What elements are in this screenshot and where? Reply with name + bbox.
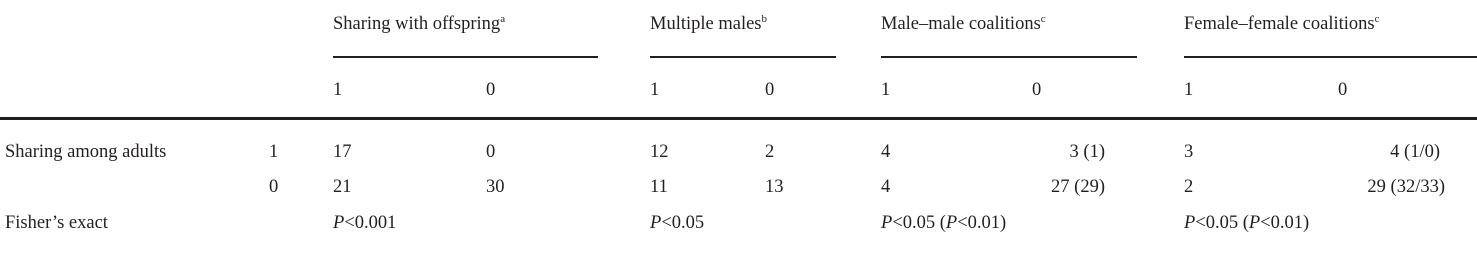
header-rule — [0, 117, 1477, 120]
table-cell: 12 — [650, 142, 669, 162]
footnote-marker: c — [1374, 13, 1380, 25]
table-cell: 4 — [881, 177, 891, 197]
group-header-label: Sharing with offspring — [333, 14, 501, 34]
table-cell: 0 — [486, 142, 496, 162]
group-underline — [650, 56, 836, 58]
test-label: Fisher’s exact — [5, 213, 108, 233]
value-header: 0 — [486, 80, 496, 100]
p-threshold: <0.001 — [344, 213, 397, 233]
value-header: 1 — [333, 80, 343, 100]
table-cell: 2 — [765, 142, 775, 162]
value-header: 0 — [1338, 80, 1348, 100]
p-threshold: <0.05 — [661, 213, 705, 233]
table-cell: 2 — [1184, 177, 1194, 197]
group-header-label: Female–female coalitions — [1184, 14, 1375, 34]
p-symbol: P — [333, 213, 345, 233]
p-threshold: <0.05 ( — [892, 213, 946, 233]
table-cell: 3 (1) — [1069, 142, 1105, 162]
table-cell: 17 — [333, 142, 352, 162]
p-value — [333, 212, 396, 234]
table-cell: 27 (29) — [1051, 177, 1105, 197]
p-symbol: P — [945, 213, 958, 233]
value-header: 1 — [650, 80, 660, 100]
p-symbol: P — [1248, 213, 1261, 233]
row-level: 0 — [269, 177, 279, 197]
p-threshold: <0.05 ( — [1195, 213, 1249, 233]
value-header: 1 — [881, 80, 891, 100]
group-underline — [881, 56, 1137, 58]
group-underline — [333, 56, 598, 58]
value-header: 0 — [1032, 80, 1042, 100]
table-cell: 3 — [1184, 142, 1194, 162]
group-header-female-female-coalitions — [1184, 13, 1379, 35]
footnote-marker: a — [500, 13, 506, 25]
footnote-marker: c — [1040, 13, 1046, 25]
p-threshold: <0.01) — [1260, 213, 1310, 233]
group-header-sharing-with-offspring — [333, 13, 505, 35]
table-cell: 4 (1/0) — [1390, 142, 1440, 162]
table-cell: 21 — [333, 177, 352, 197]
group-header-label: Multiple males — [650, 14, 762, 34]
value-header: 1 — [1184, 80, 1194, 100]
row-label: Sharing among adults — [5, 142, 167, 162]
table-cell: 29 (32/33) — [1367, 177, 1445, 197]
p-value — [1184, 212, 1309, 234]
group-header-multiple-males — [650, 13, 767, 35]
table-cell: 30 — [486, 177, 505, 197]
p-symbol: P — [1184, 213, 1196, 233]
table-cell: 4 — [881, 142, 891, 162]
p-symbol: P — [650, 213, 662, 233]
p-threshold: <0.01) — [957, 213, 1007, 233]
group-header-male-male-coalitions — [881, 13, 1046, 35]
footnote-marker: b — [761, 13, 767, 25]
value-header: 0 — [765, 80, 775, 100]
row-level: 1 — [269, 142, 279, 162]
p-symbol: P — [881, 213, 893, 233]
p-value — [650, 212, 704, 234]
p-value — [881, 212, 1006, 234]
group-underline — [1184, 56, 1477, 58]
table-cell: 11 — [650, 177, 668, 197]
table-cell: 13 — [765, 177, 784, 197]
group-header-label: Male–male coalitions — [881, 14, 1041, 34]
